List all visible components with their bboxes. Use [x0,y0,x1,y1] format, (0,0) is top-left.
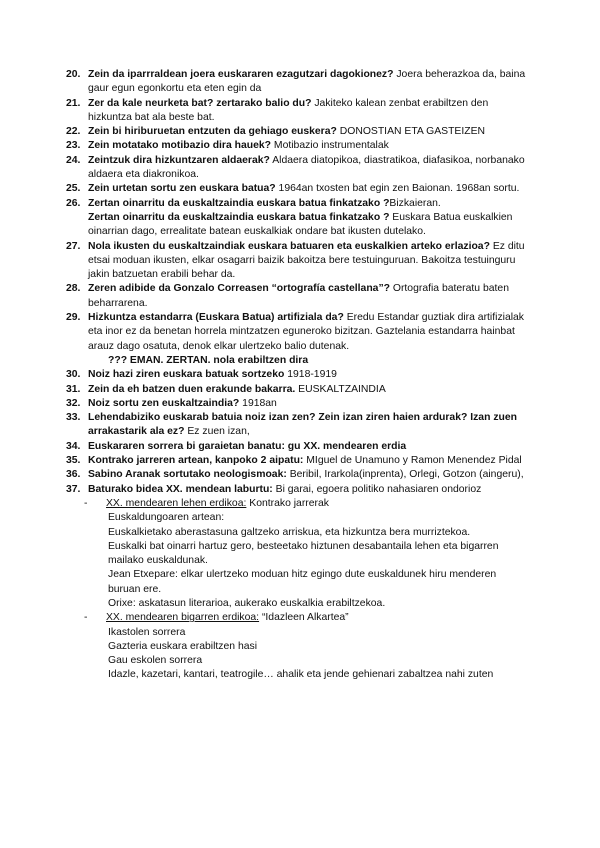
question-number: 33. [66,412,81,424]
question-item [66,240,528,283]
question-text: Noiz sortu zen euskaltzaindia? [88,397,240,409]
question-number: 37. [66,483,81,495]
question-text: Sabino Aranak sortutako neologismoak: [88,469,287,481]
dash-bullet: - [84,497,88,509]
question-item [66,397,528,411]
question-item [66,197,528,240]
question-item [66,368,528,382]
answer-text: EUSKALTZAINDIA [295,383,386,395]
question-list [66,68,528,683]
question-number: 28. [66,283,81,295]
period-block [84,497,528,611]
question-number: 35. [66,455,81,467]
question-text: Zeintzuk dira hizkuntzaren aldaerak? [88,154,270,166]
period-line: Idazle, kazetari, kantari, teatrogile… ahalik eta jende gehienari zabaltzea nahi zuten [108,669,494,681]
question-number: 24. [66,154,81,166]
answer-text: Bi garai, egoera politiko nahasiaren ondorioz [272,483,482,495]
answer-text: 1964an txosten bat egin zen Baionan. 1968an sortu. [275,183,520,195]
answer-text: Euskara Batua euskalkien oinarrian dago, errealitate batean euskalkiak ondare bat ikusten dutelako. [88,211,513,238]
question-text: Zeren adibide da Gonzalo Correasen “ortografía castellana”? [88,283,390,295]
question-text: Noiz hazi ziren euskara batuak sortzeko [88,369,285,381]
question-number: 36. [66,469,81,481]
question-number: 22. [66,126,81,138]
answer-text: DONOSTIAN ETA GASTEIZEN [336,126,486,138]
question-number: 34. [66,440,81,452]
question-item [66,411,528,440]
period-block [84,611,528,682]
question-text: Zein da eh batzen duen erakunde bakarra. [88,383,296,395]
question-item [66,182,528,196]
question-item [66,97,528,126]
question-number: 26. [66,197,81,209]
question-text: Zein motatako motibazio dira hauek? [88,140,272,152]
question-number: 31. [66,383,81,395]
answer-text: Aldaera diatopikoa, diastratikoa, diafasikoa, norbanako aldaera eta diakronikoa. [88,154,525,181]
answer-text: Bizkaieran. [389,197,441,209]
question-item [66,440,528,454]
question-item [66,68,528,97]
answer-text: 1918-1919 [284,369,337,381]
period-title-rest: Kontrako jarrerak [246,497,329,509]
question-item [66,468,528,482]
question-text: Euskararen sorrera bi garaietan banatu: gu XX. mendearen erdia [88,440,407,452]
question-number: 27. [66,240,81,252]
period-line: Jean Etxepare: elkar ulertzeko moduan hitz egingo dute euskaldunek hiru menderen buruan ere. [108,569,497,595]
period-line: Orixe: askatasun literarioa, aukerako euskalkia erabiltzekoa. [108,597,386,609]
question-number: 30. [66,369,81,381]
period-line: Euskalkietako aberastasuna galtzeko arriskua, eta hizkuntza bera murriztekoa. [108,526,471,538]
answer-text: Ez ditu etsai moduan ikusten, elkar osagarri baizik bakoitza bere testuinguruan. Bakoitza testuinguru jakin batzuetan erabili behar da. [88,240,525,281]
question-item [66,139,528,153]
question-text: Zein bi hiriburuetan entzuten da gehiago euskera? [88,126,337,138]
answer-text: Beribil, Irarkola(inprenta), Orlegi, Gotzon (aingeru), [286,469,524,481]
sub-question-line [88,211,528,240]
question-text: Zer da kale neurketa bat? zertarako balio du? [88,97,312,109]
answer-text: Jakiteko kalean zenbat erabiltzen den hizkuntza bat ala beste bat. [88,97,489,123]
question-number: 32. [66,397,81,409]
question-number: 21. [66,97,81,109]
question-text: Zein urtetan sortu zen euskara batua? [88,183,276,195]
answer-text: Ortografia bateratu baten beharrarena. [88,283,509,309]
question-text: Kontrako jarreren artean, kanpoko 2 aipatu: [88,455,304,467]
question-number: 25. [66,183,81,195]
question-text: Nola ikusten du euskaltzaindiak euskara batuaren eta euskalkien arteko erlazioa? [88,240,490,252]
period-line: Euskalki bat oinarri hartuz gero, besteetako hiztunen desabantaila lehen eta bigarren mailako euskaldunak. [108,540,499,567]
question-text: Lehendabiziko euskarab batuia noiz izan zen? Zein izan ziren haien ardurak? Izan zuen arrakastarik ala ez? [88,412,517,438]
period-line: Euskaldungoaren artean: [108,512,225,524]
question-item [66,125,528,139]
answer-text: MIguel de Unamuno y Ramon Menendez Pidal [303,455,522,467]
question-item [66,282,528,311]
period-line: Ikastolen sorrera [108,626,186,638]
question-item [66,383,528,397]
answer-text: Joera beherazkoa da, baina gaur egun egonkortu eta eten egin da [88,69,526,95]
period-title: XX. mendearen lehen erdikoa: [106,497,247,509]
question-number: 29. [66,312,81,324]
question-number: 23. [66,140,81,152]
question-item [66,154,528,183]
answer-text: Motibazio instrumentalak [271,140,389,152]
question-number: 20. [66,69,81,80]
question-item [66,483,528,497]
question-text: Zein da iparrraldean joera euskararen ezagutzari dagokionez? [88,69,394,80]
note-line: ??? EMAN. ZERTAN. nola erabiltzen dira [108,354,309,366]
question-text: Hizkuntza estandarra (Euskara Batua) artifiziala da? [88,312,344,324]
question-item [66,454,528,468]
question-text: Baturako bidea XX. mendean laburtu: [88,483,273,495]
dash-bullet: - [84,612,88,624]
answer-text: 1918an [239,397,277,409]
question-text: Zertan oinarritu da euskaltzaindia euskara batua finkatzako ? [88,211,390,223]
question-text: Zertan oinarritu da euskaltzaindia euskara batua finkatzako ? [88,197,390,209]
period-line: Gau eskolen sorrera [108,655,203,667]
period-line: Gazteria euskara erabiltzen hasi [108,640,258,652]
question-item [66,311,528,368]
answer-text: Ez zuen izan, [184,426,250,438]
answer-text: Eredu Estandar guztiak dira artifizialak eta inor ez da benetan horrela mintzatzen eguneroko bizitzan. Gaztelania estandarra hainbat arauz dago osatuta, denok elkar ulertzeko balio dutenak. [88,312,525,352]
period-title: XX. mendearen bigarren erdikoa: [106,612,260,624]
period-title-rest: “Idazleen Alkartea” [259,612,349,624]
